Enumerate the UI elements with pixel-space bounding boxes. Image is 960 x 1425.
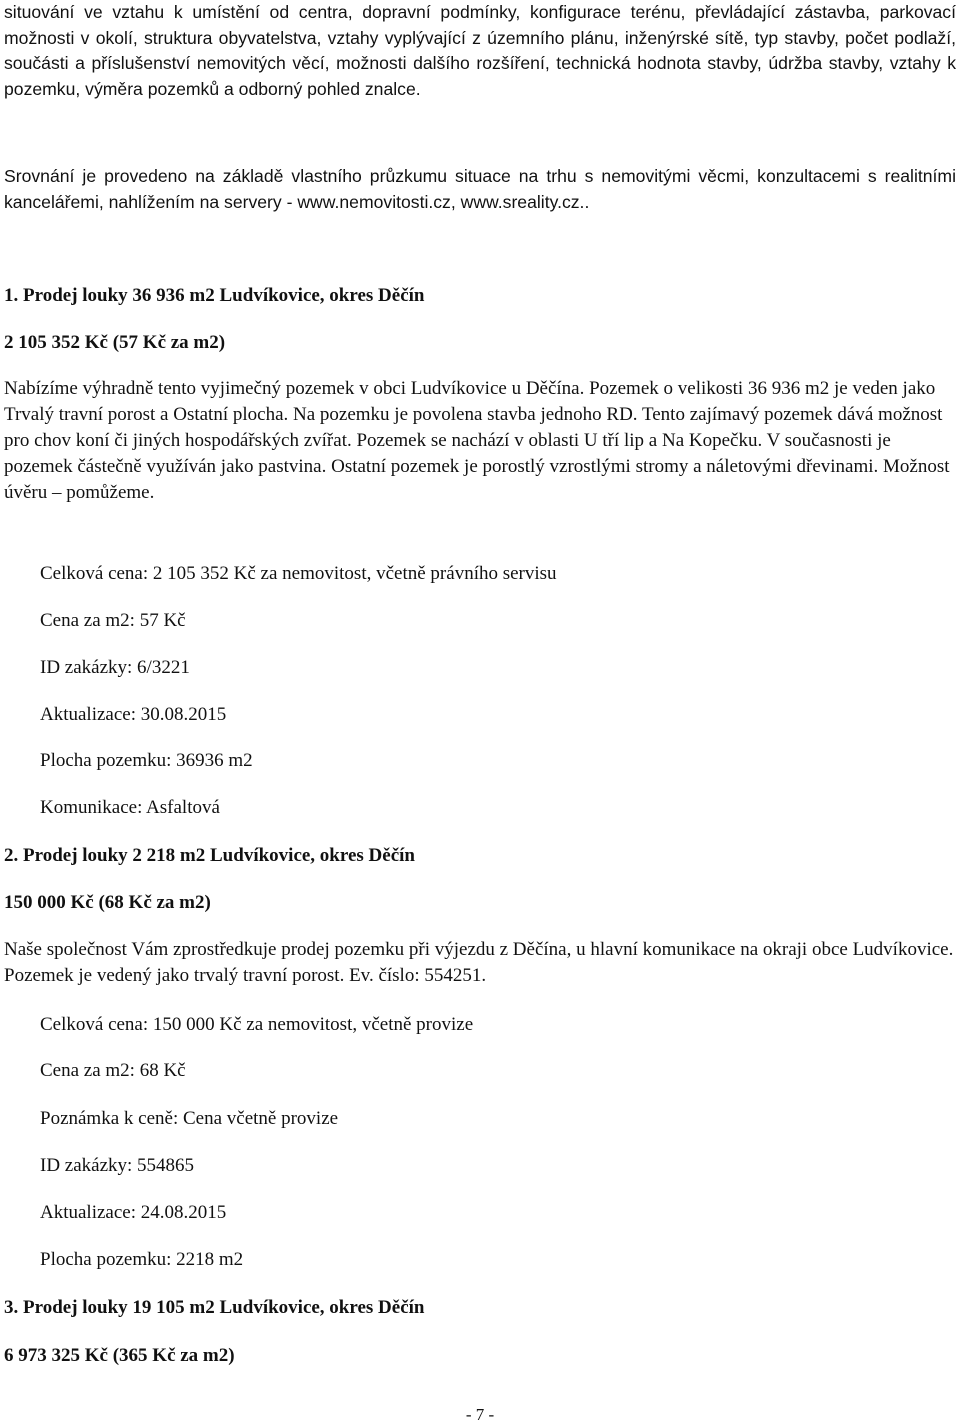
listing-1-description: Nabízíme výhradně tento vyjimečný pozemek v obci Ludvíkovice u Děčína. Pozemek o velikosti 36 936 m2 je veden jako Trvalý travní porost a Ostatní plocha. Na pozemku je povolena stavba jednoho RD. Tento zajímavý pozemek dává možnost pro chov koní či jiných hospodářských zvířat. Pozemek se nachází v oblasti U tří lip a Na Kopečku. V současnosti je pozemek částečně využíván jako pastvina. Ostatní pozemek je porostlý vzrostlými stromy a náletovými dřevinami. Možnost úvěru – pomůžeme. (4, 378, 950, 503)
listing-1-heading: 1. Prodej louky 36 936 m2 Ludvíkovice, okres Děčín (4, 285, 425, 306)
comparison-paragraph: Srovnání je provedeno na základě vlastního průzkumu situace na trhu s nemovitými věcmi, konzultacemi s realitními kancelářemi, nahlížením na servery - www.nemovitosti.cz, www.sreality.cz.. (4, 166, 956, 212)
intro-paragraph: situování ve vztahu k umístění od centra, dopravní podmínky, konfigurace terénu, převládající zástavba, parkovací možnosti v okolí, struktura obyvatelstva, vztahy vyplývající z územního plánu, inženýrské sítě, typ stavby, počet podlaží, součásti a příslušenství nemovitých věcí, možnosti dalšího rozšíření, technická hodnota stavby, údržba stavby, vztahy k pozemku, výměra pozemků a odborný pohled znalce. (4, 2, 956, 99)
listing-1-updated: Aktualizace: 30.08.2015 (40, 704, 227, 725)
page-number: - 7 - (465, 1405, 495, 1424)
listing-2-updated: Aktualizace: 24.08.2015 (40, 1202, 227, 1223)
listing-1-price: 2 105 352 Kč (57 Kč za m2) (4, 332, 226, 353)
listing-2-price: 150 000 Kč (68 Kč za m2) (4, 892, 211, 913)
listing-1-total-price: Celková cena: 2 105 352 Kč za nemovitost, včetně právního servisu (40, 563, 557, 584)
listing-3-heading: 3. Prodej louky 19 105 m2 Ludvíkovice, okres Děčín (4, 1297, 425, 1318)
listing-1-price-per-m2: Cena za m2: 57 Kč (40, 610, 186, 631)
listing-1-road: Komunikace: Asfaltová (40, 797, 220, 818)
listing-1-land-area: Plocha pozemku: 36936 m2 (40, 750, 253, 771)
listing-2-price-per-m2: Cena za m2: 68 Kč (40, 1060, 186, 1081)
listing-2-description: Naše společnost Vám zprostředkuje prodej pozemku při výjezdu z Děčína, u hlavní komunikace na okraji obce Ludvíkovice. Pozemek je vedený jako trvalý travní porost. Ev. číslo: 554251. (4, 939, 954, 986)
listing-2-price-note: Poznámka k ceně: Cena včetně provize (40, 1108, 339, 1129)
listing-1-order-id: ID zakázky: 6/3221 (40, 657, 190, 678)
listing-2-land-area: Plocha pozemku: 2218 m2 (40, 1249, 244, 1270)
listing-2-total-price: Celková cena: 150 000 Kč za nemovitost, včetně provize (40, 1014, 474, 1035)
listing-2-order-id: ID zakázky: 554865 (40, 1155, 195, 1176)
listing-3-price: 6 973 325 Kč (365 Kč za m2) (4, 1345, 235, 1366)
listing-2-heading: 2. Prodej louky 2 218 m2 Ludvíkovice, okres Děčín (4, 845, 415, 866)
